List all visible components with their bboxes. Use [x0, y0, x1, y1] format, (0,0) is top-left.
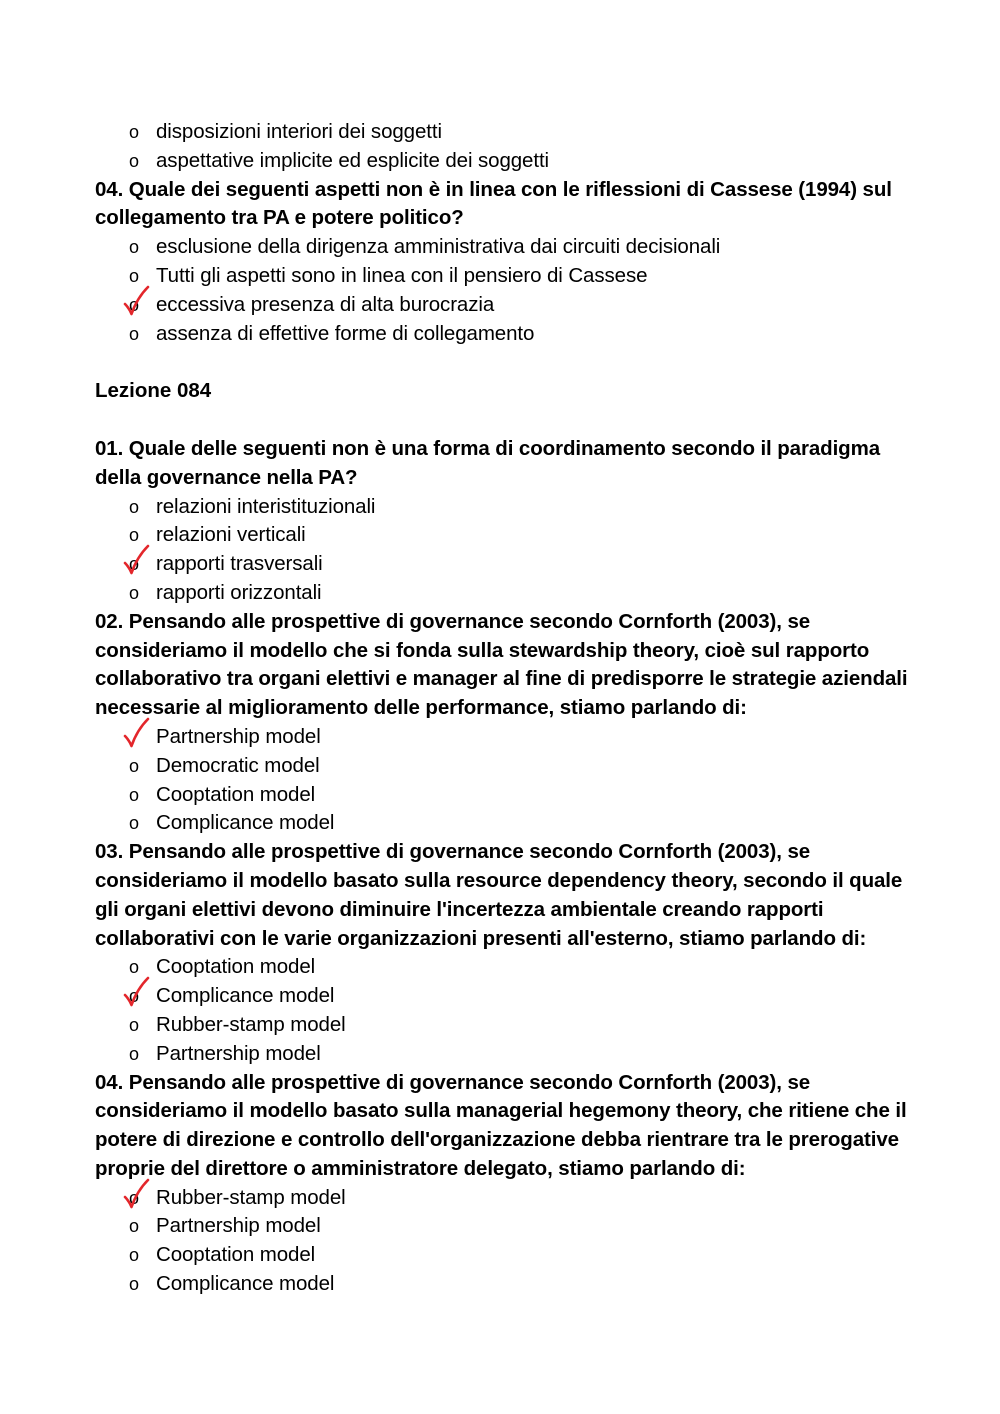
question-block — [95, 838, 915, 1068]
bullet-icon: o — [129, 323, 139, 344]
option-item — [95, 233, 915, 262]
option-text: esclusione della dirigenza amministrativa dai circuiti decisionali — [156, 235, 721, 259]
red-checkmark-icon — [122, 284, 150, 318]
option-text: Partnership model — [156, 724, 321, 748]
option-text: Complicance model — [156, 811, 335, 835]
option-item — [95, 1011, 915, 1040]
option-text: aspettative implicite ed esplicite dei soggetti — [156, 148, 549, 172]
red-checkmark-icon — [122, 975, 150, 1009]
option-item-checked — [95, 291, 915, 320]
bullet-icon: o — [129, 813, 139, 834]
option-item — [95, 579, 915, 608]
option-text: Partnership model — [156, 1041, 321, 1065]
option-text: Tutti gli aspetti sono in linea con il pensiero di Cassese — [156, 263, 648, 287]
option-text: Cooptation model — [156, 955, 316, 979]
question-text: 04. Pensando alle prospettive di governance secondo Cornforth (2003), se consideriamo il modello basato sulla managerial hegemony theory, che ritiene che il potere di direzione e controllo dell'organizzazione debba rientrare tra le prerogative proprie del direttore o amministratore delegato, stiamo parlando di: — [95, 1070, 907, 1180]
question-block — [95, 435, 915, 608]
question-text: 04. Quale dei seguenti aspetti non è in linea con le riflessioni di Cassese (1994) sul collegamento tra PA e potere politico? — [95, 177, 892, 230]
document-page — [95, 118, 915, 1299]
option-item — [95, 118, 915, 147]
question-text: 01. Quale delle seguenti non è una forma di coordinamento secondo il paradigma della governance nella PA? — [95, 436, 881, 489]
option-text: relazioni interistituzionali — [156, 494, 376, 518]
option-text: disposizioni interiori dei soggetti — [156, 120, 442, 143]
option-text: relazioni verticali — [156, 523, 306, 547]
bullet-icon: o — [129, 1014, 139, 1035]
bullet-icon: o — [129, 957, 139, 978]
option-text: Democratic model — [156, 753, 320, 777]
option-item — [95, 809, 915, 838]
option-text: Complicance model — [156, 984, 335, 1008]
option-text: rapporti orizzontali — [156, 580, 322, 604]
question-text: 02. Pensando alle prospettive di governance secondo Cornforth (2003), se consideriamo il modello che si fonda sulla stewardship theory, cioè sul rapporto collaborativo tra organi elettivi e manager al fine di predisporre le strategie aziendali necessarie al miglioramento delle performance, stiamo parlando di: — [95, 609, 908, 720]
option-item — [95, 1270, 915, 1299]
option-item — [95, 953, 915, 982]
bullet-icon: o — [129, 150, 139, 171]
option-text: Partnership model — [156, 1214, 321, 1238]
question-block — [95, 608, 915, 838]
question-block — [95, 1069, 915, 1299]
intro-options — [95, 118, 915, 176]
option-item — [95, 1212, 915, 1241]
bullet-icon: o — [129, 784, 139, 805]
bullet-icon: o — [129, 1216, 139, 1237]
red-checkmark-icon — [122, 716, 150, 750]
bullet-icon: o — [129, 554, 139, 575]
red-checkmark-icon — [122, 543, 150, 577]
bullet-icon: o — [129, 1043, 139, 1064]
option-item — [95, 521, 915, 550]
option-item-checked — [95, 982, 915, 1011]
option-text: Rubber-stamp model — [156, 1012, 346, 1036]
bullet-icon: o — [129, 582, 139, 603]
option-item — [95, 147, 915, 176]
bullet-icon: o — [129, 525, 139, 546]
option-text: Rubber-stamp model — [156, 1185, 346, 1209]
bullet-icon: o — [129, 496, 139, 517]
bullet-icon: o — [129, 294, 139, 315]
bullet-icon: o — [129, 1187, 139, 1208]
option-item-checked — [95, 550, 915, 579]
option-item — [95, 493, 915, 522]
option-text: Cooptation model — [156, 1243, 316, 1267]
option-item — [95, 262, 915, 291]
option-text: Complicance model — [156, 1272, 335, 1296]
bullet-icon: o — [129, 265, 139, 286]
red-checkmark-icon — [122, 1177, 150, 1211]
question-text: 03. Pensando alle prospettive di governance secondo Cornforth (2003), se consideriamo il modello basato sulla resource dependency theory, secondo il quale gli organi elettivi devono diminuire l'incertezza ambientale creando rapporti collaborativi con le varie organizzazioni presenti all'esterno, stiamo parlando di: — [95, 840, 903, 950]
bullet-icon: o — [129, 1274, 139, 1295]
option-item-checked — [95, 1184, 915, 1213]
option-item — [95, 1040, 915, 1069]
option-text: assenza di effettive forme di collegamento — [156, 321, 535, 345]
question-block — [95, 176, 915, 349]
option-item-checked — [95, 723, 915, 752]
bullet-icon: o — [129, 1245, 139, 1266]
bullet-icon: o — [129, 755, 139, 776]
bullet-icon: o — [129, 122, 139, 142]
option-text: eccessiva presenza di alta burocrazia — [156, 292, 495, 316]
option-text: rapporti trasversali — [156, 552, 323, 576]
option-item — [95, 1241, 915, 1270]
bullet-icon: o — [129, 986, 139, 1007]
lesson-heading: Lezione 084 — [95, 379, 212, 403]
option-item — [95, 781, 915, 810]
option-text: Cooptation model — [156, 782, 316, 806]
bullet-icon: o — [129, 237, 139, 258]
option-item — [95, 320, 915, 349]
option-item — [95, 752, 915, 781]
